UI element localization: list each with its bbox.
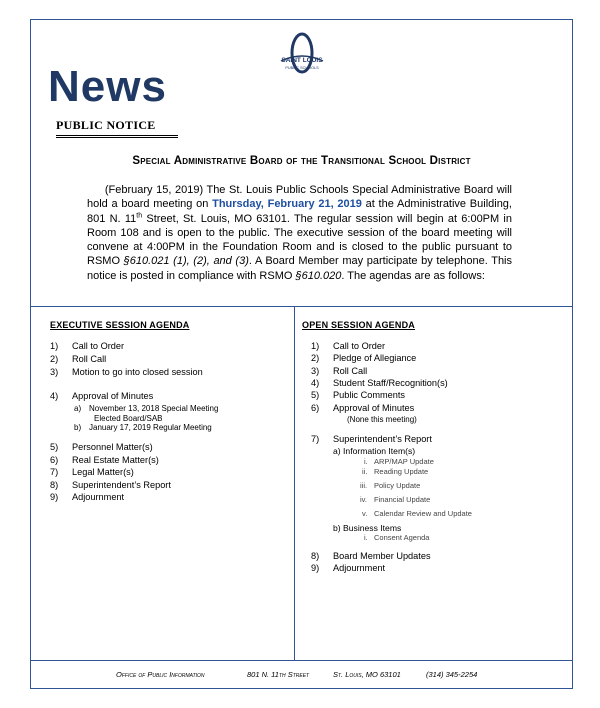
double-underline	[56, 135, 178, 138]
item-num: 3)	[50, 367, 59, 377]
intro-text-4: . A Board Member may participate by telephone. This notice is posted in compliance with RSMO	[87, 255, 512, 282]
sub-label: Consent Agenda	[374, 533, 430, 542]
item-label: Superintendent’s Report	[333, 434, 432, 444]
information-items-label: a) Information Item(s)	[333, 446, 416, 456]
item-num: 5)	[50, 442, 59, 452]
sub-label: November 13, 2018 Special Meeting	[89, 404, 219, 413]
board-title: Special Administrative Board of the Transitional School District	[132, 155, 471, 167]
exec-item	[50, 367, 203, 377]
info-sub-item	[362, 509, 472, 518]
business-sub-item	[364, 533, 430, 542]
exec-item	[50, 442, 153, 452]
item-label: Approval of Minutes	[72, 391, 154, 401]
sub-num: v.	[362, 509, 368, 518]
item-num: 3)	[311, 366, 320, 376]
item-num: 8)	[50, 480, 59, 490]
news-heading: News	[48, 62, 167, 111]
item-label: Legal Matter(s)	[72, 467, 134, 477]
item-num: 5)	[311, 390, 320, 400]
item-label: Roll Call	[72, 354, 107, 364]
open-item	[311, 551, 431, 561]
sub-label: Financial Update	[374, 495, 431, 504]
intro-sup: th	[136, 211, 143, 219]
item-num: 1)	[50, 341, 59, 351]
open-item	[311, 390, 405, 400]
info-sub-item	[362, 467, 429, 476]
item-label: Adjournment	[72, 492, 125, 502]
info-sub-item	[364, 457, 434, 466]
item-label: Public Comments	[333, 390, 405, 400]
executive-session-title: EXECUTIVE SESSION AGENDA	[50, 320, 190, 330]
sub-num: i.	[364, 457, 368, 466]
divider-vertical	[294, 306, 295, 660]
sub-label: Reading Update	[374, 467, 429, 476]
info-sub-item	[360, 481, 421, 490]
intro-paragraph	[87, 183, 512, 283]
item-label: Motion to go into closed session	[72, 367, 203, 377]
divider-bottom	[30, 660, 573, 661]
item-num: 7)	[50, 467, 59, 477]
intro-text-1: (February 15, 2019) The St. Louis Public Schools Special Administrative Board will hold a board meeting on	[87, 184, 513, 211]
business-items-label: b) Business Items	[333, 523, 402, 533]
sub-num: b)	[74, 423, 82, 432]
item-label: Personnel Matter(s)	[72, 442, 153, 452]
open-item	[311, 403, 414, 413]
saint-louis-public-schools-logo	[279, 31, 325, 75]
item-label: Board Member Updates	[333, 551, 431, 561]
public-notice-label	[48, 118, 178, 138]
footer-phone: (314) 345-2254	[426, 670, 478, 679]
item-num: 2)	[311, 353, 320, 363]
intro-text-2: at the Administrative Building, 801 N. 11	[87, 198, 512, 225]
item-label: Approval of Minutes	[333, 403, 415, 413]
item-num: 6)	[50, 455, 59, 465]
intro-text-5: . The agendas are as follows:	[341, 269, 485, 282]
item-label: Superintendent’s Report	[72, 480, 171, 490]
info-sub-item	[360, 495, 431, 504]
open-item	[311, 378, 448, 388]
open-item	[311, 353, 416, 363]
exec-item	[50, 480, 171, 490]
open-item	[311, 366, 367, 376]
footer-street: 801 N. 11th Street	[247, 670, 310, 679]
item-label: Call to Order	[333, 341, 386, 351]
open-session-title: OPEN SESSION AGENDA	[302, 320, 415, 330]
exec-item	[50, 455, 159, 465]
open-item	[311, 341, 385, 351]
sub-num: ii.	[362, 467, 368, 476]
sub-num: a)	[74, 404, 82, 413]
item-label: Call to Order	[72, 341, 125, 351]
rsmo-reference-1: §610.021 (1), (2), and (3)	[123, 255, 249, 268]
exec-item	[50, 467, 134, 477]
exec-item	[50, 492, 124, 502]
open-item	[311, 563, 385, 573]
sub-label: Calendar Review and Update	[374, 509, 472, 518]
footer-office: Office of Public Information	[116, 670, 205, 679]
sub-label: ARP/MAP Update	[374, 457, 434, 466]
item-num: 8)	[311, 551, 320, 561]
meeting-date: Thursday, February 21, 2019	[212, 198, 362, 211]
item-num: 9)	[311, 563, 320, 573]
open-item	[311, 434, 432, 444]
logo-text-top: SAINT LOUIS	[281, 57, 323, 64]
item-label: Real Estate Matter(s)	[72, 455, 159, 465]
item-num: 2)	[50, 354, 59, 364]
exec-item	[50, 341, 124, 351]
minutes-note: (None this meeting)	[347, 415, 417, 424]
minutes-sub-item-cont: Elected Board/SAB	[94, 414, 163, 423]
item-num: 4)	[50, 391, 59, 401]
item-num: 9)	[50, 492, 59, 502]
sub-label: Policy Update	[374, 481, 421, 490]
divider-top	[30, 306, 573, 307]
item-num: 7)	[311, 434, 320, 444]
minutes-sub-item	[74, 404, 219, 413]
footer-city: St. Louis, MO 63101	[333, 670, 401, 679]
sub-num: iii.	[360, 481, 368, 490]
item-num: 6)	[311, 403, 320, 413]
sub-num: iv.	[360, 495, 367, 504]
item-num: 1)	[311, 341, 320, 351]
logo-text-bottom: PUBLIC SCHOOLS	[285, 66, 319, 70]
item-label: Adjournment	[333, 563, 386, 573]
minutes-sub-item	[74, 423, 212, 432]
exec-item	[50, 391, 153, 401]
item-label: Roll Call	[333, 366, 368, 376]
rsmo-reference-2: §610.020	[295, 269, 342, 282]
item-label: Pledge of Allegiance	[333, 353, 417, 363]
item-num: 4)	[311, 378, 320, 388]
sub-label: January 17, 2019 Regular Meeting	[89, 423, 212, 432]
exec-item	[50, 354, 106, 364]
item-label: Student Staff/Recognition(s)	[333, 378, 448, 388]
public-notice-text: PUBLIC NOTICE	[56, 118, 156, 132]
sub-num: i.	[364, 533, 368, 542]
intro-text-3: Street, St. Louis, MO 63101. The regular session will begin at 6:00PM in Room 108 and is open to the public. The executive session of the board meeting will convene at 4:00PM in the Foundation Room and is closed to the public pursuant to RSMO	[87, 212, 512, 268]
